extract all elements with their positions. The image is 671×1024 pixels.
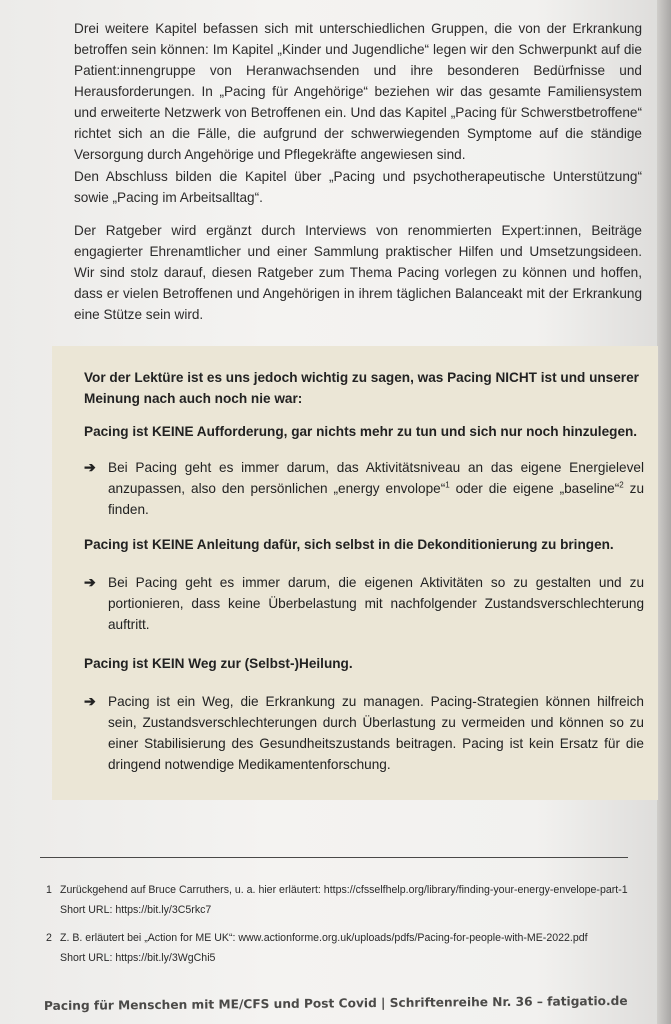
item-3-heading: Pacing ist KEIN Weg zur (Selbst-)Heilung.: [84, 656, 353, 671]
arrow-right-icon: ➔: [84, 574, 96, 590]
footnote-2: 2 Z. B. erläutert bei „Action for ME UK“: www.actionforme.org.uk/uploads/pdfs/Pacing-for-people-with-ME-2022.pdf Short URL: https://bit.ly/3WgChi5: [46, 928, 646, 968]
footnote-divider: [40, 857, 628, 858]
intro-paragraph-1: Drei weitere Kapitel befassen sich mit unterschiedlichen Gruppen, die von der Erkrankung betroffen sein können: Im Kapitel „Kinder und Jugendliche“ legen wir den Schwerpunkt auf die Patient:innengruppe von Heranwachsenden und ihre besonderen Bedürfnisse und Herausforderungen. In „Pacing für Angehörige“ beziehen wir das gesamte Familiensystem und erweiterte Netzwerk von Betroffenen ein. Und das Kapitel „Pacing für Schwerstbetroffene“ richtet sich an die Fälle, die aufgrund der schwerwiegenden Symptome auf die ständige Versorgung durch Angehörige und Pflegekräfte angewiesen sind.: [74, 21, 642, 162]
footnote-2-short-url: Short URL: https://bit.ly/3WgChi5: [60, 952, 216, 964]
arrow-right-icon: ➔: [84, 693, 96, 709]
footnote-1-short-url: Short URL: https://bit.ly/3C5rkc7: [60, 904, 212, 916]
item-2-text: Bei Pacing geht es immer darum, die eigenen Aktivitäten so zu gestalten und zu portionieren, dass keine Überbelastung mit nachfolgender Zustandsverschlechterung auftritt.: [108, 575, 644, 632]
intro-paragraph-2: Den Abschluss bilden die Kapitel über „Pacing und psychotherapeutische Unterstützung“ sowie „Pacing im Arbeitsalltag“.: [74, 169, 642, 205]
item-1-text: Bei Pacing geht es immer darum, das Aktivitätsniveau an das eigene Energielevel anzupassen, also den persönlichen „energy envolope“$^1$ oder die eigene „baseline“$^2$ zu finden.: [108, 460, 645, 517]
footnote-1-text: Zurückgehend auf Bruce Carruthers, u. a. hier erläutert: https://cfsselfhelp.org/library/finding-your-energy-envelope-part-1: [60, 884, 628, 896]
arrow-right-icon: ➔: [84, 459, 96, 475]
item-3-bullet: [84, 691, 644, 775]
page-edge: [657, 0, 671, 1024]
item-1-heading: Pacing ist KEINE Aufforderung, gar nichts mehr zu tun und sich nur noch hinzulegen.: [84, 424, 638, 439]
item-3-text: Pacing ist ein Weg, die Erkrankung zu managen. Pacing-Strategien können hilfreich sein, Zustandsverschlechterungen durch Überlastung zu vermeiden und können so zu einer Stabilisierung des Gesundheitszustands beitragen. Pacing ist kein Ersatz für die dringend notwendige Medikamentenforschung.: [108, 694, 644, 772]
intro-paragraph-3: Der Ratgeber wird ergänzt durch Interviews von renommierten Expert:innen, Beiträge engagierter Ehrenamtlicher und einer Sammlung praktischer Hilfen und Umsetzungsideen. Wir sind stolz darauf, diesen Ratgeber zum Thema Pacing vorlegen zu können und hoffen, dass er vielen Betroffenen und Angehörigen in ihrem täglichen Balanceakt mit der Erkrankung eine Stütze sein wird.: [74, 223, 642, 322]
item-2-heading: Pacing ist KEINE Anleitung dafür, sich selbst in die Dekonditionierung zu bringen.: [84, 537, 614, 552]
footnote-2-text: Z. B. erläutert bei „Action for ME UK“: www.actionforme.org.uk/uploads/pdfs/Pacing-for-people-with-ME-2022.pdf: [60, 932, 588, 944]
page-footer: Pacing für Menschen mit ME/CFS und Post Covid | Schriftenreihe Nr. 36 – fatigatio.de: [43, 993, 628, 1013]
item-2-bullet: [84, 572, 644, 635]
footnote-1: 1 Zurückgehend auf Bruce Carruthers, u. a. hier erläutert: https://cfsselfhelp.org/library/finding-your-energy-envelope-part-1 Short URL: https://bit.ly/3C5rkc7: [46, 880, 646, 920]
item-1-bullet: [84, 457, 644, 520]
box-lead: Vor der Lektüre ist es uns jedoch wichtig zu sagen, was Pacing NICHT ist und unserer Meinung nach auch noch nie war:: [84, 370, 639, 406]
